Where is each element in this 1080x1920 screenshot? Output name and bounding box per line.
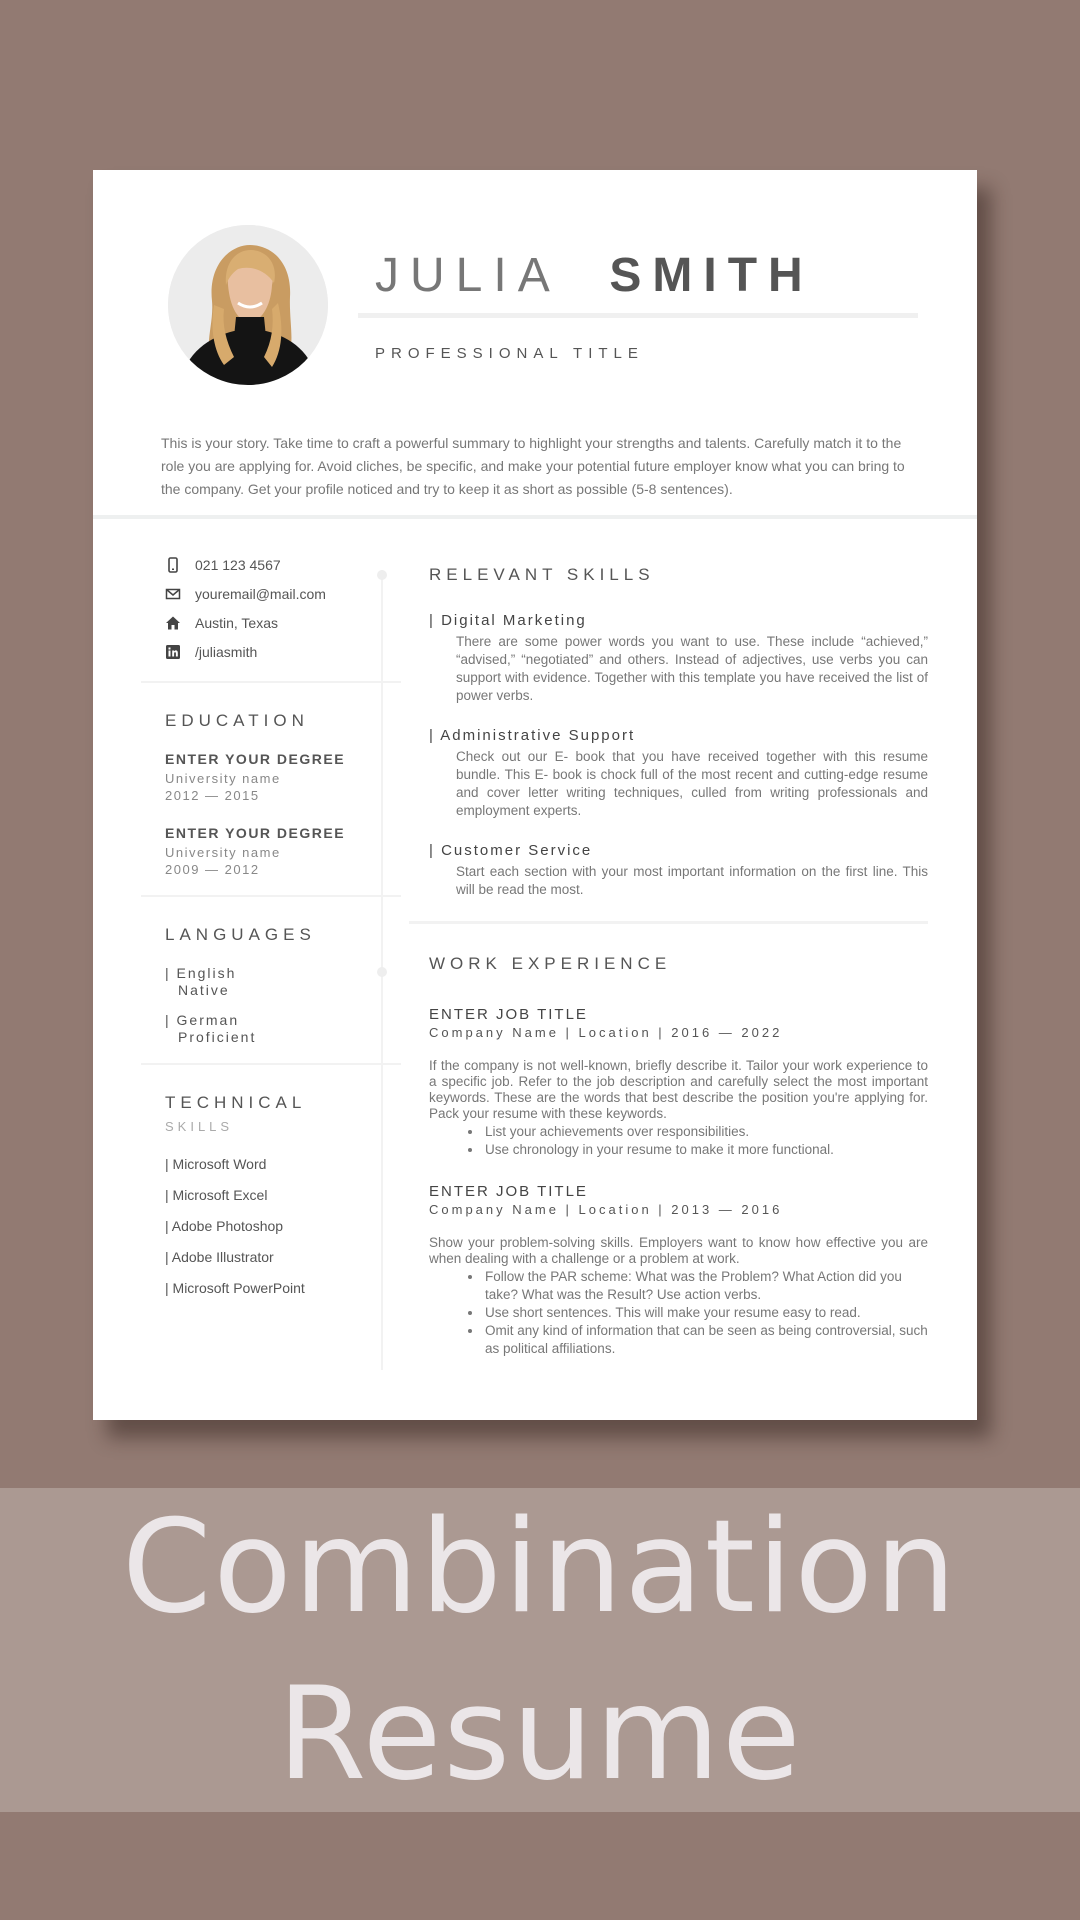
job-bullet: • Follow the PAR scheme: What was the Problem? What Action did you take? What was the Result? Use action verbs. bbox=[483, 1268, 928, 1304]
skill-title: | Digital Marketing bbox=[429, 612, 587, 629]
technical-subheading: SKILLS bbox=[165, 1119, 234, 1134]
location-text: Austin, Texas bbox=[195, 614, 279, 631]
contact-email bbox=[165, 579, 401, 608]
technical-skill: | Microsoft PowerPoint bbox=[165, 1279, 305, 1296]
banner-title-line2: Resume bbox=[277, 1660, 803, 1809]
phone-text: 021 123 4567 bbox=[195, 556, 281, 573]
job-entry bbox=[429, 1183, 928, 1358]
language-entry bbox=[165, 965, 401, 998]
education-years: 2009 — 2012 bbox=[165, 862, 260, 877]
language-level: Proficient bbox=[178, 1029, 257, 1045]
phone-icon bbox=[165, 557, 181, 573]
technical-skill: | Adobe Illustrator bbox=[165, 1248, 274, 1265]
skill-description: Start each section with your most important information on the first line. This will be read the most. bbox=[456, 864, 928, 897]
section-divider bbox=[141, 681, 401, 683]
header-divider bbox=[93, 515, 977, 519]
language-name: | English bbox=[165, 965, 237, 981]
contact-location bbox=[165, 608, 401, 637]
skill-title: | Customer Service bbox=[429, 842, 593, 859]
job-bullet: • Use chronology in your resume to make it more functional. bbox=[483, 1141, 928, 1159]
skill-description: Check out our E- book that you have received together with this resume bundle. This E- book is chock full of the most recent and cutting-edge resume and cover letter writing techniques, culled from writing professionals and employment experts. bbox=[456, 749, 928, 818]
banner-title-line1: Combination bbox=[122, 1493, 958, 1642]
skill-entry bbox=[429, 612, 928, 705]
professional-title: PROFESSIONAL TITLE bbox=[375, 345, 644, 362]
contact-linkedin bbox=[165, 637, 401, 666]
contact-phone bbox=[165, 550, 401, 579]
technical-skill: | Microsoft Excel bbox=[165, 1186, 268, 1203]
job-bullets bbox=[429, 1123, 928, 1159]
skill-entry bbox=[429, 842, 928, 899]
linkedin-icon bbox=[165, 644, 181, 660]
profile-photo bbox=[168, 225, 328, 385]
job-company: Company Name | Location | 2016 — 2022 bbox=[429, 1025, 783, 1040]
left-column bbox=[141, 550, 401, 1303]
education-heading: EDUCATION bbox=[165, 711, 309, 730]
contact-list bbox=[141, 550, 401, 666]
languages-heading: LANGUAGES bbox=[165, 925, 316, 944]
technical-skill: | Microsoft Word bbox=[165, 1155, 267, 1172]
last-name: SMITH bbox=[609, 249, 814, 302]
job-title: ENTER JOB TITLE bbox=[429, 1183, 588, 1200]
technical-skills-list bbox=[165, 1148, 401, 1303]
language-entry bbox=[165, 1012, 401, 1045]
mail-icon bbox=[165, 586, 181, 602]
job-title: ENTER JOB TITLE bbox=[429, 1006, 588, 1023]
technical-heading: TECHNICAL bbox=[165, 1093, 307, 1112]
linkedin-text: /juliasmith bbox=[195, 643, 258, 660]
education-years: 2012 — 2015 bbox=[165, 788, 260, 803]
job-bullet: • Use short sentences. This will make your resume easy to read. bbox=[483, 1304, 928, 1322]
skills-heading: RELEVANT SKILLS bbox=[429, 565, 655, 584]
job-bullet: • Omit any kind of information that can be seen as being controversial, such as political affiliations. bbox=[483, 1322, 928, 1358]
resume-sheet bbox=[93, 170, 977, 1420]
language-name: | German bbox=[165, 1012, 240, 1028]
experience-heading: WORK EXPERIENCE bbox=[429, 954, 672, 973]
university: University name bbox=[165, 845, 281, 860]
section-divider bbox=[141, 1063, 401, 1065]
first-name: JULIA bbox=[375, 249, 561, 302]
email-text: youremail@mail.com bbox=[195, 585, 326, 602]
degree: ENTER YOUR DEGREE bbox=[165, 825, 346, 841]
degree: ENTER YOUR DEGREE bbox=[165, 751, 346, 767]
job-bullets bbox=[429, 1268, 928, 1358]
skill-description: There are some power words you want to use. These include “achieved,” “advised,” “negotiated” and others. Instead of adjectives, use verbs you can support with evidence. Together with this template you have received the list of power verbs. bbox=[456, 634, 928, 703]
section-divider bbox=[141, 895, 401, 897]
technical-skill: | Adobe Photoshop bbox=[165, 1217, 284, 1234]
candidate-name bbox=[375, 248, 814, 303]
job-description: Show your problem-solving skills. Employers want to know how effective you are when dealing with a challenge or a problem at work. bbox=[429, 1235, 928, 1266]
job-company: Company Name | Location | 2013 — 2016 bbox=[429, 1202, 783, 1217]
job-entry bbox=[429, 1006, 928, 1159]
education-entry bbox=[165, 825, 401, 877]
job-bullet: • List your achievements over responsibilities. bbox=[483, 1123, 928, 1141]
profile-summary: This is your story. Take time to craft a powerful summary to highlight your strengths and talents. Carefully match it to the role you are applying for. Avoid cliches, be specific, and make your potential future employer know what you can bring to the company. Get your profile noticed and try to keep it as short as possible (5-8 sentences). bbox=[161, 435, 905, 497]
section-divider bbox=[409, 921, 928, 924]
university: University name bbox=[165, 771, 281, 786]
skill-title: | Administrative Support bbox=[429, 727, 636, 744]
language-level: Native bbox=[178, 982, 230, 998]
home-icon bbox=[165, 615, 181, 631]
portrait-illustration bbox=[168, 225, 328, 385]
right-column bbox=[429, 565, 928, 1358]
skill-entry bbox=[429, 727, 928, 820]
name-divider bbox=[358, 313, 918, 318]
education-entry bbox=[165, 751, 401, 803]
job-description: If the company is not well-known, briefly describe it. Tailor your work experience to a specific job. Refer to the job description and carefully select the most important keywords. These are the words that best describe the position you're applying for. Pack your resume with these keywords. bbox=[429, 1058, 928, 1121]
